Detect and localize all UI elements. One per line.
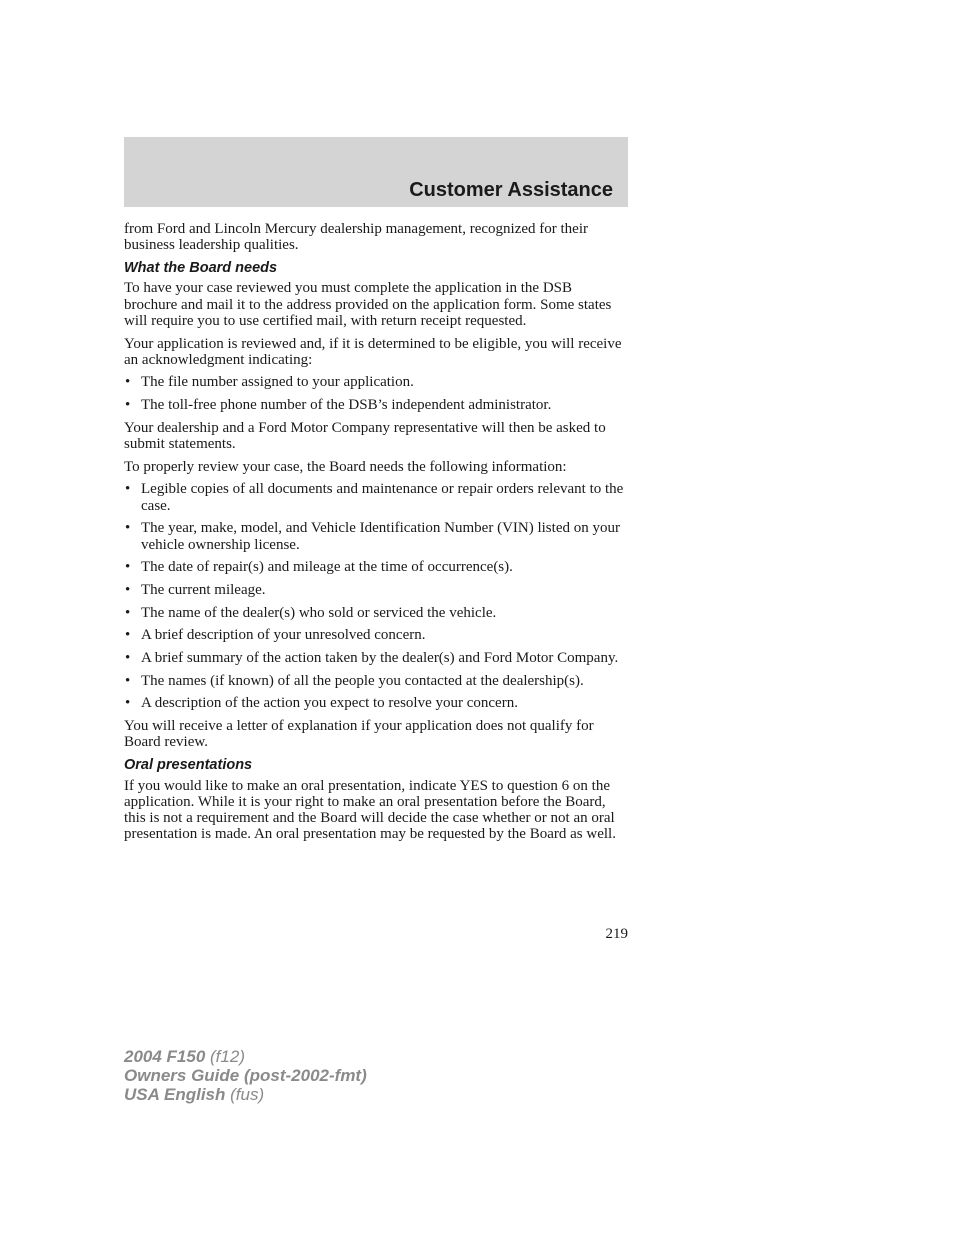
section-header-band	[124, 137, 628, 207]
letter-paragraph: You will receive a letter of explanation if your application does not qualify for Board review.	[124, 718, 594, 751]
oral-presentation-paragraph: If you would like to make an oral presentation, indicate YES to question 6 on the application. While it is your right to make an oral presentation before the Board, this is not a requirement and the Board will decide the case whether or not an oral presentation is made. An oral presentation may be requested by the Board as well.	[124, 777, 616, 843]
list-item: • The names (if known) of all the people you contacted at the dealership(s).	[125, 672, 584, 689]
list-item: • A brief description of your unresolved concern.	[125, 627, 426, 644]
footer-language-line: USA English (fus)	[124, 1085, 265, 1104]
list-item: • The date of repair(s) and mileage at the time of occurrence(s).	[125, 559, 513, 576]
bullet-icon: •	[125, 397, 131, 414]
acknowledgment-list	[124, 374, 628, 413]
list-item: • The year, make, model, and Vehicle Identification Number (VIN) listed on your vehicle ownership license.	[125, 520, 620, 553]
footer-model-line: 2004 F150 (f12)	[124, 1047, 245, 1066]
bullet-icon: •	[125, 481, 131, 498]
application-paragraph: To have your case reviewed you must complete the application in the DSB brochure and mail it to the address provided on the application form. Some states will require you to use certified mail, with return receipt requested.	[124, 280, 612, 329]
section-title: Customer Assistance	[409, 179, 613, 201]
bullet-icon: •	[125, 695, 131, 712]
bullet-icon: •	[125, 627, 131, 644]
footer-guide-line: Owners Guide (post-2002-fmt)	[124, 1066, 367, 1085]
bullet-icon: •	[125, 520, 131, 537]
list-item: • The current mileage.	[125, 581, 266, 598]
page-body	[124, 221, 628, 849]
intro-paragraph: from Ford and Lincoln Mercury dealership management, recognized for their business leadership qualities.	[124, 221, 588, 254]
page-number: 219	[605, 926, 628, 942]
list-item: • The file number assigned to your application.	[125, 374, 414, 391]
list-item: • Legible copies of all documents and maintenance or repair orders relevant to the case.	[125, 481, 624, 514]
heading-oral-presentations: Oral presentations	[124, 757, 253, 774]
information-paragraph: To properly review your case, the Board needs the following information:	[124, 458, 567, 475]
bullet-icon: •	[125, 581, 131, 598]
document-footer	[124, 1047, 367, 1104]
list-item: • The toll-free phone number of the DSB’s independent administrator.	[125, 397, 552, 414]
bullet-icon: •	[125, 672, 131, 689]
heading-what-the-board-needs: What the Board needs	[124, 259, 278, 276]
statements-paragraph: Your dealership and a Ford Motor Company representative will then be asked to submit statements.	[124, 419, 606, 453]
bullet-icon: •	[125, 374, 131, 391]
list-item: • The name of the dealer(s) who sold or serviced the vehicle.	[125, 604, 497, 621]
bullet-icon: •	[125, 559, 131, 576]
list-item: • A description of the action you expect to resolve your concern.	[125, 695, 518, 712]
list-item: • A brief summary of the action taken by the dealer(s) and Ford Motor Company.	[125, 650, 619, 667]
bullet-icon: •	[125, 604, 131, 621]
bullet-icon: •	[125, 650, 131, 667]
required-information-list	[124, 481, 628, 711]
acknowledgment-paragraph: Your application is reviewed and, if it is determined to be eligible, you will receive an acknowledgment indicating:	[124, 335, 622, 368]
